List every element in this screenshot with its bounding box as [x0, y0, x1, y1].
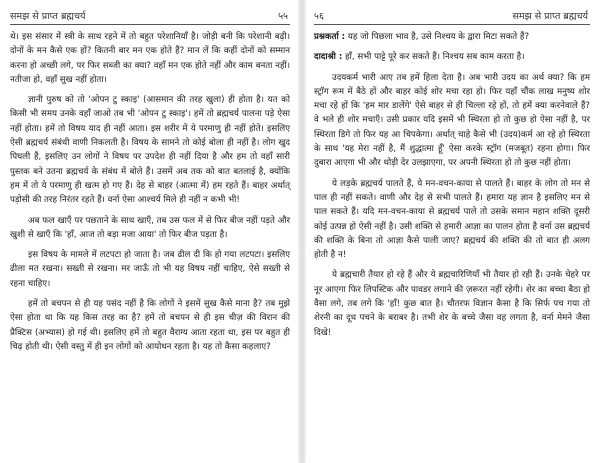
right-page-number: ५६	[314, 11, 324, 22]
book-gutter	[298, 0, 306, 463]
left-paragraph-2: ज्ञानी पुरुष को तो 'ओपन टु स्काइ' (आसमान की तरह खुला) ही होता है। यत को किसी भी समय उनके वहाँ जाओ तब भी 'ओपन टु स्काइ'। हमें तो ब्रह्मचर्य पालना पड़े ऐसा नहीं होता। हमें तो विषय याद ही नहीं आता। इस शरीर में ये परमाणु ही नहीं होते। इसलिए ऐसी ब्रह्मचर्य संबंधी वाणी निकलती है। विषय के सामने तो कोई बोला ही नहीं है। लोग खुद पिघली हैं, इसलिए उन लोगों ने विषय पर उपदेश ही नहीं दिया है और हम तो वहाँ सारी पुस्तक बने उतना ब्रह्मचर्य के संबंध में बोले हैं। उसमें अब तक को बात बतलाई है, क्योंकि हम में तो ये परमाणु ही खत्म हो गए हैं। देह से बाहर (आत्मा में) हम रहते हैं। बाहर अर्थात् पड़ोसी की तरह निरंतर रहते हैं। वर्ना ऐसा आश्चर्य मिले ही नहीं न कभी भी!	[10, 95, 290, 206]
left-header-title: समझ से प्राप्त ब्रह्मचर्य	[10, 11, 86, 22]
dialogue-answer	[314, 50, 590, 64]
right-page-header	[314, 8, 590, 25]
speaker-questioner: प्रश्नकर्ता :	[314, 32, 346, 42]
left-page-number: ५५	[278, 11, 288, 22]
right-paragraph-3: ये ब्रह्मचारी तैयार हो रहे हैं और ये ब्रह्मचारिणियाँ भी तैयार हो रही हैं। उनके चेहरे पर नूर आएगा फिर लिपस्टिक और पावडर लगाने की ज़रूरत नहीं रहेगी। शेर का बच्चा बैठा हो वैसा लगे, तब लगे कि 'हाँ! कुछ बात है। चौतरफ विज्ञान कैसा है कि सिर्फ पच गया तो शेरनी का दूध पचने के बराबर है। तभी शेर के बच्चे जैसा वह लगता है, वर्ना मेमने जैसा दिखे!	[314, 270, 590, 338]
right-paragraph-1: उदयकर्म भारी आए तब हमें हिला देता है। अब भारी उदय का अर्थ क्या? कि हम स्ट्रॉग रूम में बैठे हों और बाहर कोई शोर मचा रहा हो। फिर यहाँ चौंक लाख मनुष्य शोर मचा रहे हों कि 'हम मार डालेंगे' ऐसे बाहर से ही चिल्ला रहे हों, तो हमें क्या करनेवाले हैं? वे भले ही शोर मचाएँ। उसी प्रकार यदि इसमें भी स्थिरता हो तो कुछ हो ऐसा नहीं है, पर स्थिरता डिगे तो फिर यह आ चिपकेगा। अर्थात् चाहे कैसे भी (उदय)कर्म आ रहे हो स्थिरता के साथ 'यह मेरा नहीं है, मैं शुद्धात्मा हूँ' ऐसा करके स्ट्रॉग (मजबूत) रहना होगा। फिर दुबारा आएगा भी और थोड़ी देर उलझाएगा, पर अपनी स्थिरता हो तो कुछ नहीं होता।	[314, 72, 590, 169]
left-paragraph-4: इस विषय के मामले में लटपटा हो जाता है। जब ढील दी कि हो गया लटपटा। इसलिए ढीला मत रखना। सख्ती से रखना। मर जाऊँ तो भी यह विषय नहीं चाहिए, ऐसे सख्ती से रहना चाहिए।	[10, 250, 290, 289]
dialogue-question	[314, 30, 590, 44]
speaker-dadashri: दादाश्री :	[314, 52, 343, 63]
right-paragraph-2: ये लड़के ब्रह्मचर्य पालते हैं, ये मन-वचन-काया से पालते हैं। बाहर के लोग तो मन से पाल ही नहीं सकते। वाणी और देह से सभी पालते हैं। हमारा यह ज्ञान है इसलिए मन से पाल सकते हैं। यदि मन-वचन-काया से ब्रह्मचर्य पाले तो उसके समान महान शक्ति दूसरी कोई उत्पन्न हो ऐसी नहीं है। उसी शक्ति से हमारी आज्ञा का पालन होता है वर्ना उस ब्रह्मचर्य की शक्ति के बिना तो आज्ञा कैसे पाली जाए? ब्रह्मचर्य की शक्ति की तो बात ही अलग होती है न!	[314, 178, 590, 261]
right-page	[306, 0, 600, 463]
answer-text: हाँ, सभी पाट्टे पूरे कर सकते हैं। निश्चय सब काम करता है।	[345, 52, 525, 63]
left-paragraph-3: अब फल खाएँ पर पछताने के साथ खाएँ, तब उस फल में से फिर बीज नहीं पड़ते और खुशी से खाएँ कि 'हाँ, आज तो बड़ा मजा आया' तो फिर बीज पड़ता है।	[10, 215, 290, 240]
left-page	[0, 0, 298, 463]
right-header-title: समझ से प्राप्त ब्रह्मचर्य	[512, 11, 588, 22]
left-page-header	[10, 8, 290, 25]
left-paragraph-1: थे। इस संसार में स्त्री के साथ रहने में तो बहुत परेशानियाँ है। जोड़ी बनी कि परेशानी बढ़ी। दोनों के मन कैसे एक हों? कितनी बार मन एक होते हैं? मान लें कि कहीं दोनों को सम्मान करना हो अच्छी लगे, पर फिर सब्जी का क्या? वहाँ मन एक होते नहीं और काम बनता नहीं। नतीजा हो, वहाँ सुख नहीं होता।	[10, 32, 290, 85]
question-text: यह जो पिछला भाव है, उसे निश्चय के द्वारा मिटा सकते हैं?	[347, 32, 530, 42]
left-paragraph-5: हमें तो बचपन से ही यह पसंद नहीं है कि लोगों ने इसमें सुख कैसे माना है? तब मुझे ऐसा होता था कि यह किस तरह का है? हमें तो बचपन से ही इस चीज़ की विरान की प्रैक्टिस (अभ्यास) हो गई थी। इसलिए हमें तो बहुत वैराग्य आता रहता था, इस पर बहुत ही चिढ़ होती थी। ऐसी वस्तु में ही इन लोगों को आयोधन रहता है। यह तो कैसा कहलाए?	[10, 299, 290, 352]
